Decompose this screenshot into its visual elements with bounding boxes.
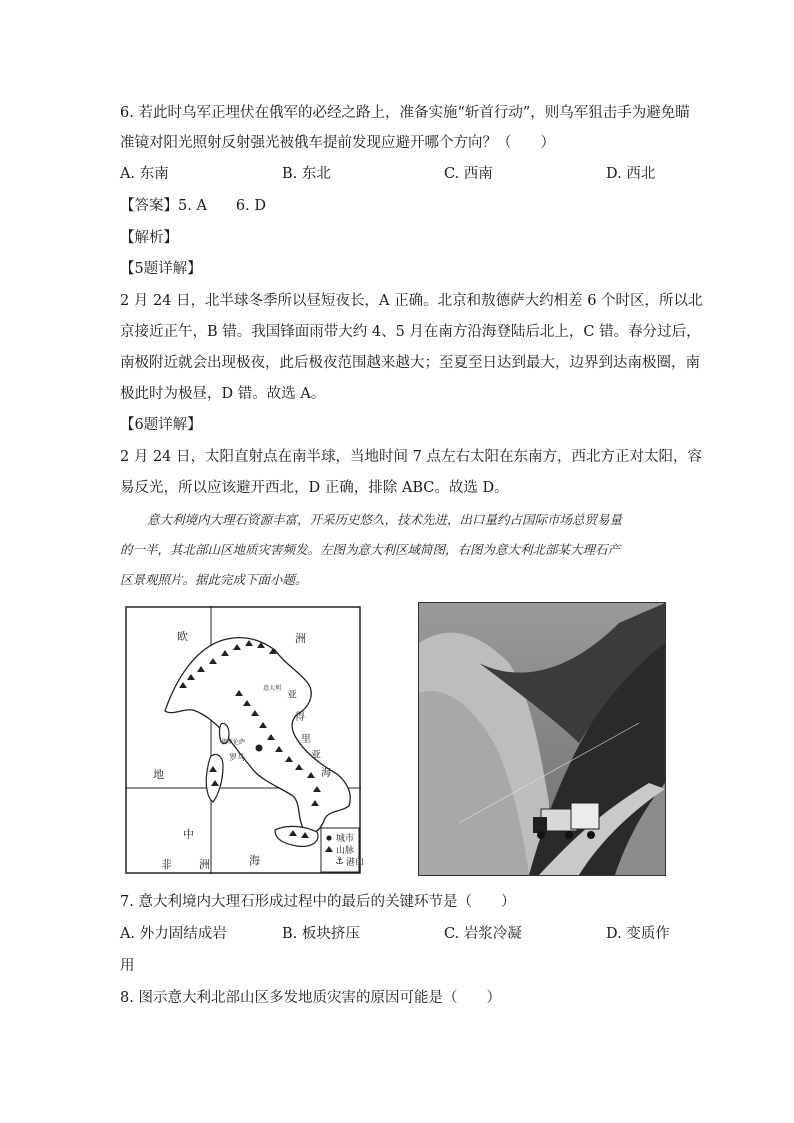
q6-option-b: B. 东北 — [282, 166, 331, 182]
passage-line: 的一半，其北部山区地质灾害频发。左图为意大利区域简图，右图为意大利北部某大理石产 — [120, 542, 621, 557]
legend-label-port: 港口 — [346, 858, 365, 868]
map-label-africa: 非 — [161, 858, 172, 871]
passage-line: 区景观照片。据此完成下面小题。 — [120, 572, 308, 587]
map-label-city-small: 佛罗伦萨 — [221, 739, 246, 746]
map-label-mediterranean: 海 — [249, 854, 260, 867]
passage-line: 意大利境内大理石资源丰富，开采历史悠久，技术先进，出口量约占国际市场总贸易量 — [147, 512, 623, 527]
rome-city-dot — [256, 745, 263, 752]
q5-detail-line: 京接近正午，B 错。我国锋面雨带大约 4、5 月在南方沿海登陆后北上，C 错。春分过后， — [120, 324, 701, 340]
q7-option-d: D. 变质作 — [606, 926, 670, 942]
map-label-mediterranean: 中 — [183, 828, 194, 841]
q8-stem: 8. 图示意大利北部山区多发地质灾害的原因可能是（ ） — [120, 990, 501, 1006]
legend-port-icon: ⚓ — [335, 856, 344, 867]
q5-detail-heading: 【5题详解】 — [120, 261, 202, 277]
q7-stem: 7. 意大利境内大理石形成过程中的最后的关键环节是（ ） — [120, 894, 516, 910]
quarry-photo — [418, 602, 666, 876]
q6-stem-line1: 6. 若此时乌军正埋伏在俄军的必经之路上，准备实施“斩首行动”，则乌军狙击手为避免瞄 — [120, 105, 690, 121]
map-label-mediterranean: 地 — [153, 768, 164, 781]
q5-detail-line: 极此时为极昼，D 错。故选 A。 — [120, 386, 326, 402]
legend-city-icon — [326, 835, 331, 840]
map-label-adriatic: 里 — [301, 734, 311, 745]
map-label-europe: 洲 — [295, 632, 306, 645]
legend-label-city: 城市 — [336, 834, 355, 844]
map-label-city: 罗马 — [229, 753, 245, 762]
q5-detail-line: 南极附近就会出现极夜，此后极夜范围越来越大；至夏至日达到最大，边界到达南极圈，南 — [120, 355, 700, 371]
q6-option-d: D. 西北 — [606, 166, 656, 182]
q6-detail-heading: 【6题详解】 — [120, 417, 202, 433]
map-label-adriatic: 亚 — [311, 750, 321, 761]
legend-label-mountain: 山脉 — [336, 846, 355, 856]
analysis-heading: 【解析】 — [120, 230, 178, 246]
q6-option-a: A. 东南 — [120, 166, 169, 182]
q7-option-b: B. 板块挤压 — [282, 926, 360, 942]
q6-detail-line: 易反光，所以应该避开西北，D 正确，排除 ABC。故选 D。 — [120, 480, 509, 496]
map-label-adriatic: 海 — [321, 768, 331, 779]
map-label-adriatic: 得 — [295, 712, 305, 723]
map-label-adriatic: 亚 — [287, 690, 297, 701]
italy-map — [125, 606, 365, 876]
q6-option-c: C. 西南 — [444, 166, 493, 182]
map-label-region-small: 意大利 — [263, 685, 282, 692]
map-label-africa: 洲 — [199, 858, 210, 871]
q7-option-a: A. 外力固结成岩 — [120, 926, 227, 942]
q6-detail-line: 2 月 24 日，太阳直射点在南半球，当地时间 7 点左右太阳在东南方，西北方正对太阳，容 — [120, 449, 702, 465]
q7-option-c: C. 岩浆冷凝 — [444, 926, 522, 942]
map-label-europe: 欧 — [177, 630, 188, 643]
q5-detail-line: 2 月 24 日，北半球冬季所以昼短夜长，A 正确。北京和敖德萨大约相差 6 个时区，所以北 — [120, 293, 703, 309]
answer-line: 【答案】5. A 6. D — [120, 198, 266, 214]
q7-option-d-wrap: 用 — [120, 958, 135, 974]
map-legend — [321, 828, 364, 872]
q6-stem-line2: 准镜对阳光照射反射强光被俄车提前发现应避开哪个方向？（ ） — [120, 135, 555, 151]
